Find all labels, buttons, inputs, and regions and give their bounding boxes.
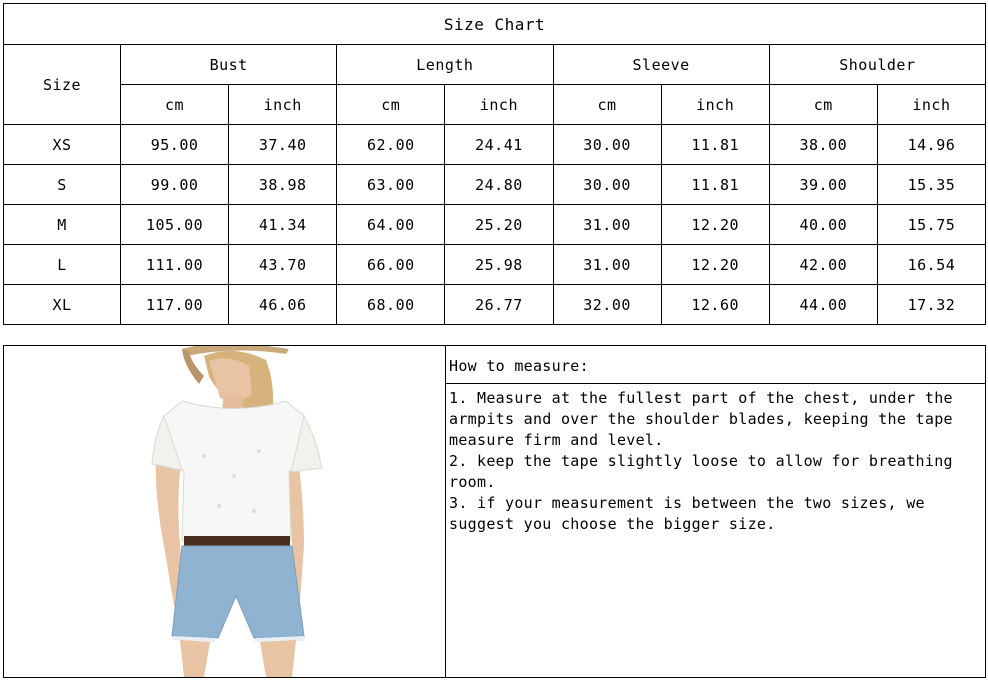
table-row xyxy=(4,245,986,285)
table-row xyxy=(4,285,986,325)
size-label: XL xyxy=(4,285,121,325)
table-cell: 12.60 xyxy=(661,285,769,325)
table-cell: 11.81 xyxy=(661,125,769,165)
table-cell: 105.00 xyxy=(121,205,229,245)
table-cell: 46.06 xyxy=(229,285,337,325)
table-cell: 38.00 xyxy=(769,125,877,165)
table-row xyxy=(4,125,986,165)
table-cell: 26.77 xyxy=(445,285,553,325)
table-cell: 17.32 xyxy=(877,285,985,325)
table-cell: 111.00 xyxy=(121,245,229,285)
table-cell: 43.70 xyxy=(229,245,337,285)
size-label: S xyxy=(4,165,121,205)
size-label: M xyxy=(4,205,121,245)
table-cell: 62.00 xyxy=(337,125,445,165)
table-cell: 12.20 xyxy=(661,245,769,285)
size-column-header: Size xyxy=(4,45,121,125)
unit-header: cm xyxy=(121,85,229,125)
measure-step: 3. if your measurement is between the two sizes, we suggest you choose the bigger size. xyxy=(449,494,925,533)
table-cell: 68.00 xyxy=(337,285,445,325)
table-cell: 30.00 xyxy=(553,125,661,165)
table-cell: 66.00 xyxy=(337,245,445,285)
how-to-measure-steps xyxy=(446,384,985,535)
table-cell: 31.00 xyxy=(553,245,661,285)
table-cell: 37.40 xyxy=(229,125,337,165)
unit-header: inch xyxy=(661,85,769,125)
measurement-panel xyxy=(3,345,986,678)
table-cell: 25.98 xyxy=(445,245,553,285)
size-chart-title: Size Chart xyxy=(4,4,986,45)
measure-step: 1. Measure at the fullest part of the chest, under the armpits and over the shoulder blades, keeping the tape measure firm and level. xyxy=(449,389,953,449)
table-cell: 38.98 xyxy=(229,165,337,205)
table-cell: 99.00 xyxy=(121,165,229,205)
size-label: L xyxy=(4,245,121,285)
unit-header: cm xyxy=(337,85,445,125)
table-cell: 11.81 xyxy=(661,165,769,205)
table-cell: 64.00 xyxy=(337,205,445,245)
model-photo xyxy=(4,346,446,677)
table-cell: 14.96 xyxy=(877,125,985,165)
table-cell: 31.00 xyxy=(553,205,661,245)
table-cell: 117.00 xyxy=(121,285,229,325)
table-cell: 42.00 xyxy=(769,245,877,285)
model-illustration xyxy=(4,346,445,677)
table-cell: 15.35 xyxy=(877,165,985,205)
table-cell: 25.20 xyxy=(445,205,553,245)
table-cell: 95.00 xyxy=(121,125,229,165)
unit-header: inch xyxy=(229,85,337,125)
table-cell: 24.41 xyxy=(445,125,553,165)
table-row xyxy=(4,165,986,205)
table-cell: 24.80 xyxy=(445,165,553,205)
table-cell: 40.00 xyxy=(769,205,877,245)
unit-header: cm xyxy=(553,85,661,125)
size-label: XS xyxy=(4,125,121,165)
table-cell: 30.00 xyxy=(553,165,661,205)
table-cell: 16.54 xyxy=(877,245,985,285)
table-cell: 12.20 xyxy=(661,205,769,245)
group-header-shoulder: Shoulder xyxy=(769,45,985,85)
group-header-length: Length xyxy=(337,45,553,85)
table-cell: 39.00 xyxy=(769,165,877,205)
unit-header: cm xyxy=(769,85,877,125)
size-chart-table xyxy=(3,3,986,325)
group-header-bust: Bust xyxy=(121,45,337,85)
table-cell: 41.34 xyxy=(229,205,337,245)
unit-header: inch xyxy=(877,85,985,125)
unit-header: inch xyxy=(445,85,553,125)
how-to-measure xyxy=(446,346,985,677)
table-cell: 32.00 xyxy=(553,285,661,325)
table-cell: 15.75 xyxy=(877,205,985,245)
how-to-measure-title: How to measure: xyxy=(446,346,985,384)
group-header-sleeve: Sleeve xyxy=(553,45,769,85)
table-cell: 63.00 xyxy=(337,165,445,205)
table-row xyxy=(4,205,986,245)
measure-step: 2. keep the tape slightly loose to allow for breathing room. xyxy=(449,452,953,491)
table-cell: 44.00 xyxy=(769,285,877,325)
